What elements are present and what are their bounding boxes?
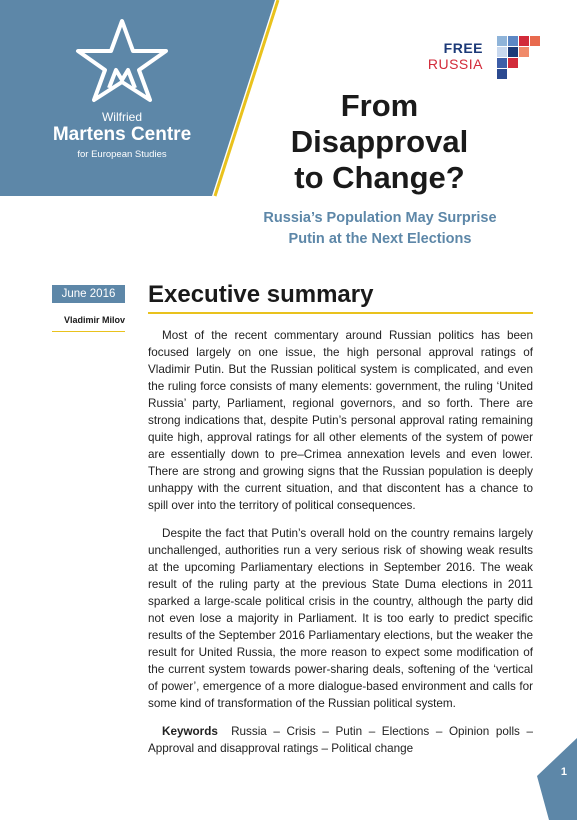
title-line-1: From — [340, 88, 419, 123]
paragraph-1: Most of the recent commentary around Russian politics has been focused largely on one issue, the high personal approval ratings of Vladimir Putin. But the Russian political system is complicated, and even the ruling force consists of many elements: government, the ruling ‘United Russia’ party, Parliament, regional governors, and so forth. There are strong indications that, despite Putin’s personal approval rating remaining quite high, approval ratings for all other elements of the system of power are essentially down to pre–Crimea annexation levels and even lower. There are strong and growing signs that the Russian population is deeply unhappy with the current situation, and that discontent has a chance to spill over into the territory of political consequences. — [148, 329, 533, 512]
free-russia-logo-free: FREE — [443, 40, 483, 56]
document-subtitle — [230, 208, 530, 250]
subtitle-line-2: Putin at the Next Elections — [288, 231, 472, 247]
page-corner-shape — [537, 738, 577, 820]
keywords-label: Keywords — [162, 725, 218, 738]
free-russia-mosaic-icon — [497, 36, 545, 80]
logo-line-sub: for European Studies — [77, 149, 167, 160]
title-line-2: Disapproval — [290, 124, 469, 159]
martens-star-logo-icon — [73, 18, 171, 104]
title-line-3: to Change? — [294, 160, 465, 195]
page-number: 1 — [560, 766, 567, 778]
document-title — [252, 88, 507, 196]
executive-summary-body — [148, 327, 533, 768]
free-russia-logo-russia: RUSSIA — [427, 56, 483, 72]
keywords-paragraph — [148, 723, 533, 757]
heading-underline — [148, 312, 533, 314]
subtitle-line-1: Russia’s Population May Surprise — [263, 210, 497, 226]
logo-line-top: Wilfried — [101, 110, 142, 124]
logo-line-main: Martens Centre — [52, 124, 192, 145]
author-name: Vladimir Milov — [63, 315, 125, 325]
publication-date-badge: June 2016 — [52, 285, 125, 303]
author-underline — [52, 331, 125, 332]
paragraph-2: Despite the fact that Putin’s overall hold on the country remains largely unchallenged, authorities run a very serious risk of showing weak results at the upcoming Parliamentary elections in September 2016. The weak result of the ruling party at the previous State Duma elections in 2011 sparked a large-scale political crisis in the country, although the party did not even lose a majority in Parliament. It is too early to predict specific results of the September 2016 Parliamentary elections, but the weaker the result for United Russia, the more reason to expect some modification of the current system towards power-sharing deals, softening of the ‘vertical of power’, emergence of a more dialogue-based environment and calls for some kind of transformation of the Russian political system. — [148, 527, 533, 710]
keywords-text: Russia – Crisis – Putin – Elections – Opinion polls – Approval and disapproval ratings – Political change — [148, 725, 533, 755]
section-heading: Executive summary — [148, 281, 374, 308]
